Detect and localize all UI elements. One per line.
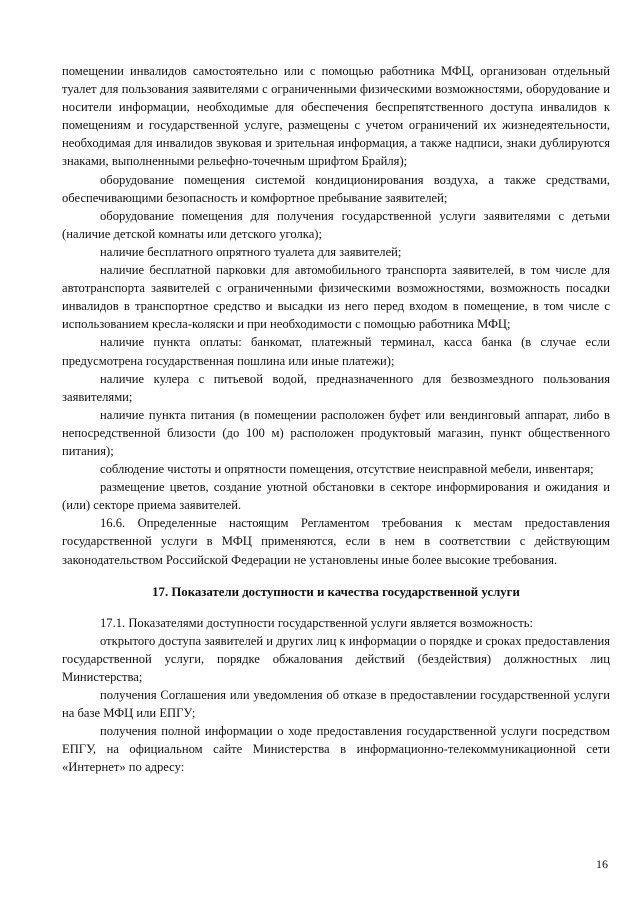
paragraph: оборудование помещения для получения государственной услуги заявителями с детьми (наличие детской комнаты или детского уголка);	[62, 208, 610, 241]
paragraph: получения полной информации о ходе предоставления государственной услуги посредством ЕПГУ, на официальном сайте Министерства в информационно-телекоммуникационной сети «Интернет» по адресу:	[62, 724, 610, 775]
paragraph: размещение цветов, создание уютной обстановки в секторе информирования и ожидания и (или) секторе приема заявителей.	[62, 480, 610, 513]
paragraph: наличие бесплатной парковки для автомобильного транспорта заявителей, в том числе для автотранспорта заявителей с ограниченными физическими возможностями, возможность посадки инвалидов в транспортное средство и высадки из него перед входом в помещение, в том числе с использованием кресла-коляски и при необходимости с помощью работника МФЦ;	[62, 263, 610, 332]
paragraph: получения Соглашения или уведомления об отказе в предоставлении государственной услуги на базе МФЦ или ЕПГУ;	[62, 688, 610, 721]
paragraph: открытого доступа заявителей и других лиц к информации о порядке и сроках предоставления государственной услуги, порядке обжалования действий (бездействия) должностных лиц Министерства;	[62, 633, 610, 684]
paragraph: наличие пункта оплаты: банкомат, платежный терминал, касса банка (в случае если предусмотрена государственная пошлина или иные платежи);	[62, 335, 610, 368]
document-page	[62, 62, 610, 777]
paragraph: наличие пункта питания (в помещении расположен буфет или вендинговый аппарат, либо в непосредственной близости (до 100 м) расположен продуктовый магазин, пункт общественного питания);	[62, 407, 610, 458]
paragraph: наличие кулера с питьевой водой, предназначенного для безвозмездного пользования заявителями;	[62, 371, 610, 404]
section-heading: 17. Показатели доступности и качества государственной услуги	[152, 584, 520, 599]
paragraph: 16.6. Определенные настоящим Регламентом требования к местам предоставления государственной услуги в МФЦ применяются, если в нем в соответствии с действующим законодательством Российской Федерации не установлены иные более высокие требования.	[62, 516, 610, 567]
page-number: 16	[596, 857, 608, 871]
paragraph: наличие бесплатного опрятного туалета для заявителей;	[100, 244, 402, 259]
paragraph: 17.1. Показателями доступности государственной услуги является возможность:	[100, 615, 533, 630]
paragraph: соблюдение чистоты и опрятности помещения, отсутствие неисправной мебели, инвентаря;	[100, 462, 594, 477]
paragraph: помещении инвалидов самостоятельно или с помощью работника МФЦ, организован отдельный туалет для пользования заявителями с ограниченными физическими возможностями, оборудование и носители информации, необходимые для обеспечения беспрепятственного доступа инвалидов к помещениям и государственной услуге, размещены с учетом ограничений их жизнедеятельности, необходимая для инвалидов звуковая и зрительная информация, а также надписи, знаки дублируются знаками, выполненными рельефно-точечным шрифтом Брайля);	[62, 64, 610, 169]
paragraph: оборудование помещения системой кондиционирования воздуха, а также средствами, обеспечивающими безопасность и комфортное пребывание заявителей;	[62, 172, 610, 205]
